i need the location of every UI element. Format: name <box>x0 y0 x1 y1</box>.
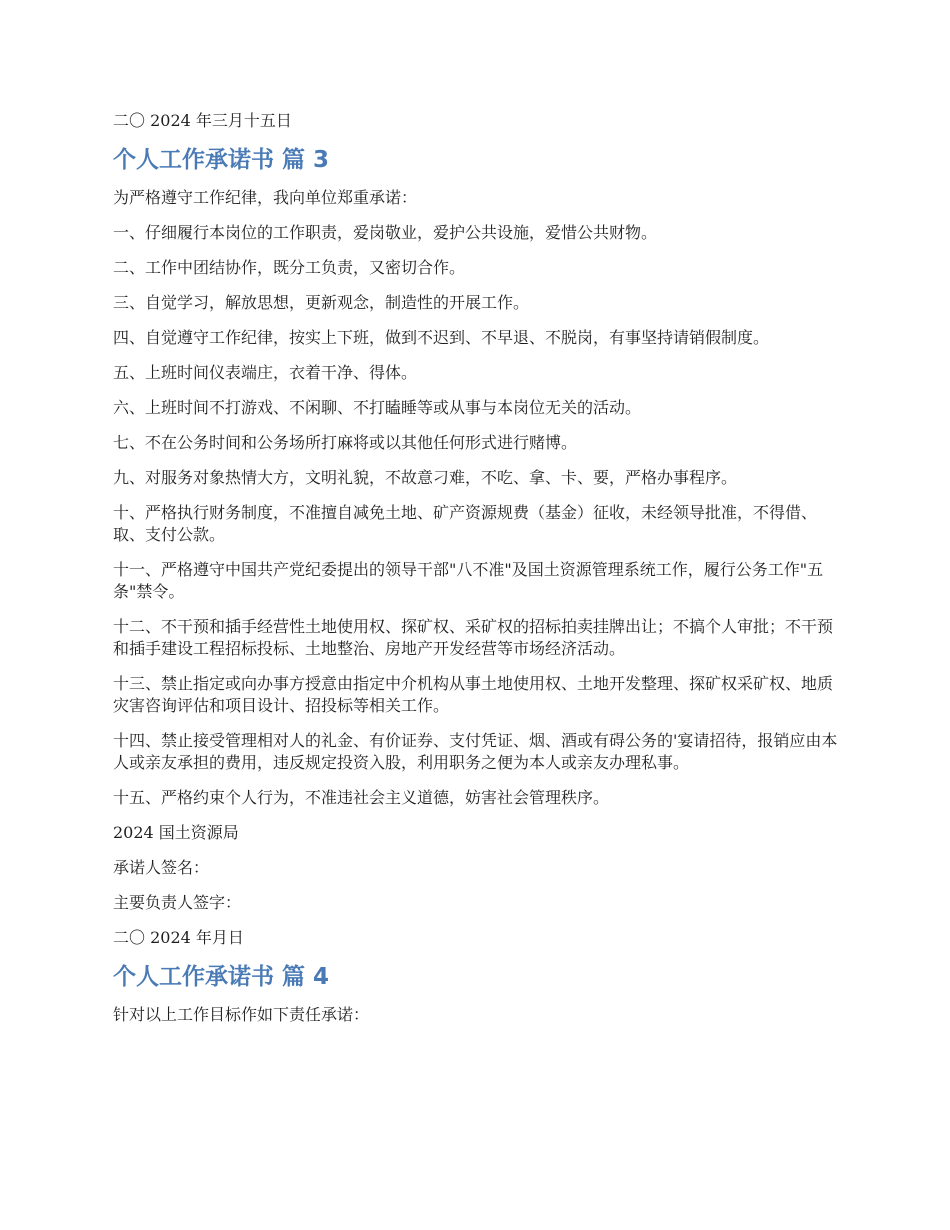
commitment-item: 三、自觉学习，解放思想，更新观念，制造性的开展工作。 <box>113 293 530 312</box>
section-heading-4: 个人工作承诺书 篇 4 <box>113 964 330 990</box>
organization-line: 2024 国土资源局 <box>113 823 239 842</box>
commitment-item: 十一、严格遵守中国共产党纪委提出的领导干部"八不准"及国土资源管理系统工作，履行公务工作"五条"禁令。 <box>113 560 824 601</box>
commitment-item: 十、严格执行财务制度，不准擅自减免土地、矿产资源规费（基金）征收，未经领导批准，不得借、取、支付公款。 <box>113 503 818 544</box>
commitment-item: 五、上班时间仪表端庄，衣着干净、得体。 <box>113 363 418 382</box>
date-line-bottom: 二〇 2024 年月日 <box>113 928 244 947</box>
commitment-item: 一、仔细履行本岗位的工作职责，爱岗敬业，爱护公共设施，爱惜公共财物。 <box>113 223 658 242</box>
commitment-item: 二、工作中团结协作，既分工负责，又密切合作。 <box>113 258 466 277</box>
commitment-item: 七、不在公务时间和公务场所打麻将或以其他任何形式进行赌博。 <box>113 433 578 452</box>
commitment-item: 四、自觉遵守工作纪律，按实上下班，做到不迟到、不早退、不脱岗，有事坚持请销假制度。 <box>113 328 770 347</box>
signer-line: 承诺人签名： <box>113 858 210 877</box>
commitment-item: 十四、禁止接受管理相对人的礼金、有价证券、支付凭证、烟、酒或有碍公务的'宴请招待，报销应由本人或亲友承担的费用，违反规定投资入股，利用职务之便为本人或亲友办理私事。 <box>113 731 838 772</box>
date-line-top: 二〇 2024 年三月十五日 <box>113 111 292 130</box>
intro-paragraph-4: 针对以上工作目标作如下责任承诺： <box>113 1005 370 1024</box>
leader-signature-line: 主要负责人签字： <box>113 893 242 912</box>
intro-paragraph: 为严格遵守工作纪律，我向单位郑重承诺： <box>113 188 418 207</box>
commitment-item: 十三、禁止指定或向办事方授意由指定中介机构从事土地使用权、土地开发整理、探矿权采矿权、地质灾害咨询评估和项目设计、招投标等相关工作。 <box>113 674 834 715</box>
commitment-item: 九、对服务对象热情大方，文明礼貌，不故意刁难，不吃、拿、卡、要，严格办事程序。 <box>113 468 738 487</box>
commitment-item: 六、上班时间不打游戏、不闲聊、不打瞌睡等或从事与本岗位无关的活动。 <box>113 398 642 417</box>
document-page <box>113 110 840 1039</box>
commitment-item: 十二、不干预和插手经营性土地使用权、探矿权、采矿权的招标拍卖挂牌出让；不搞个人审批；不干预和插手建设工程招标投标、土地整治、房地产开发经营等市场经济活动。 <box>113 617 834 658</box>
commitment-item: 十五、严格约束个人行为，不准违社会主义道德，妨害社会管理秩序。 <box>113 788 610 807</box>
section-heading-3: 个人工作承诺书 篇 3 <box>113 147 330 173</box>
